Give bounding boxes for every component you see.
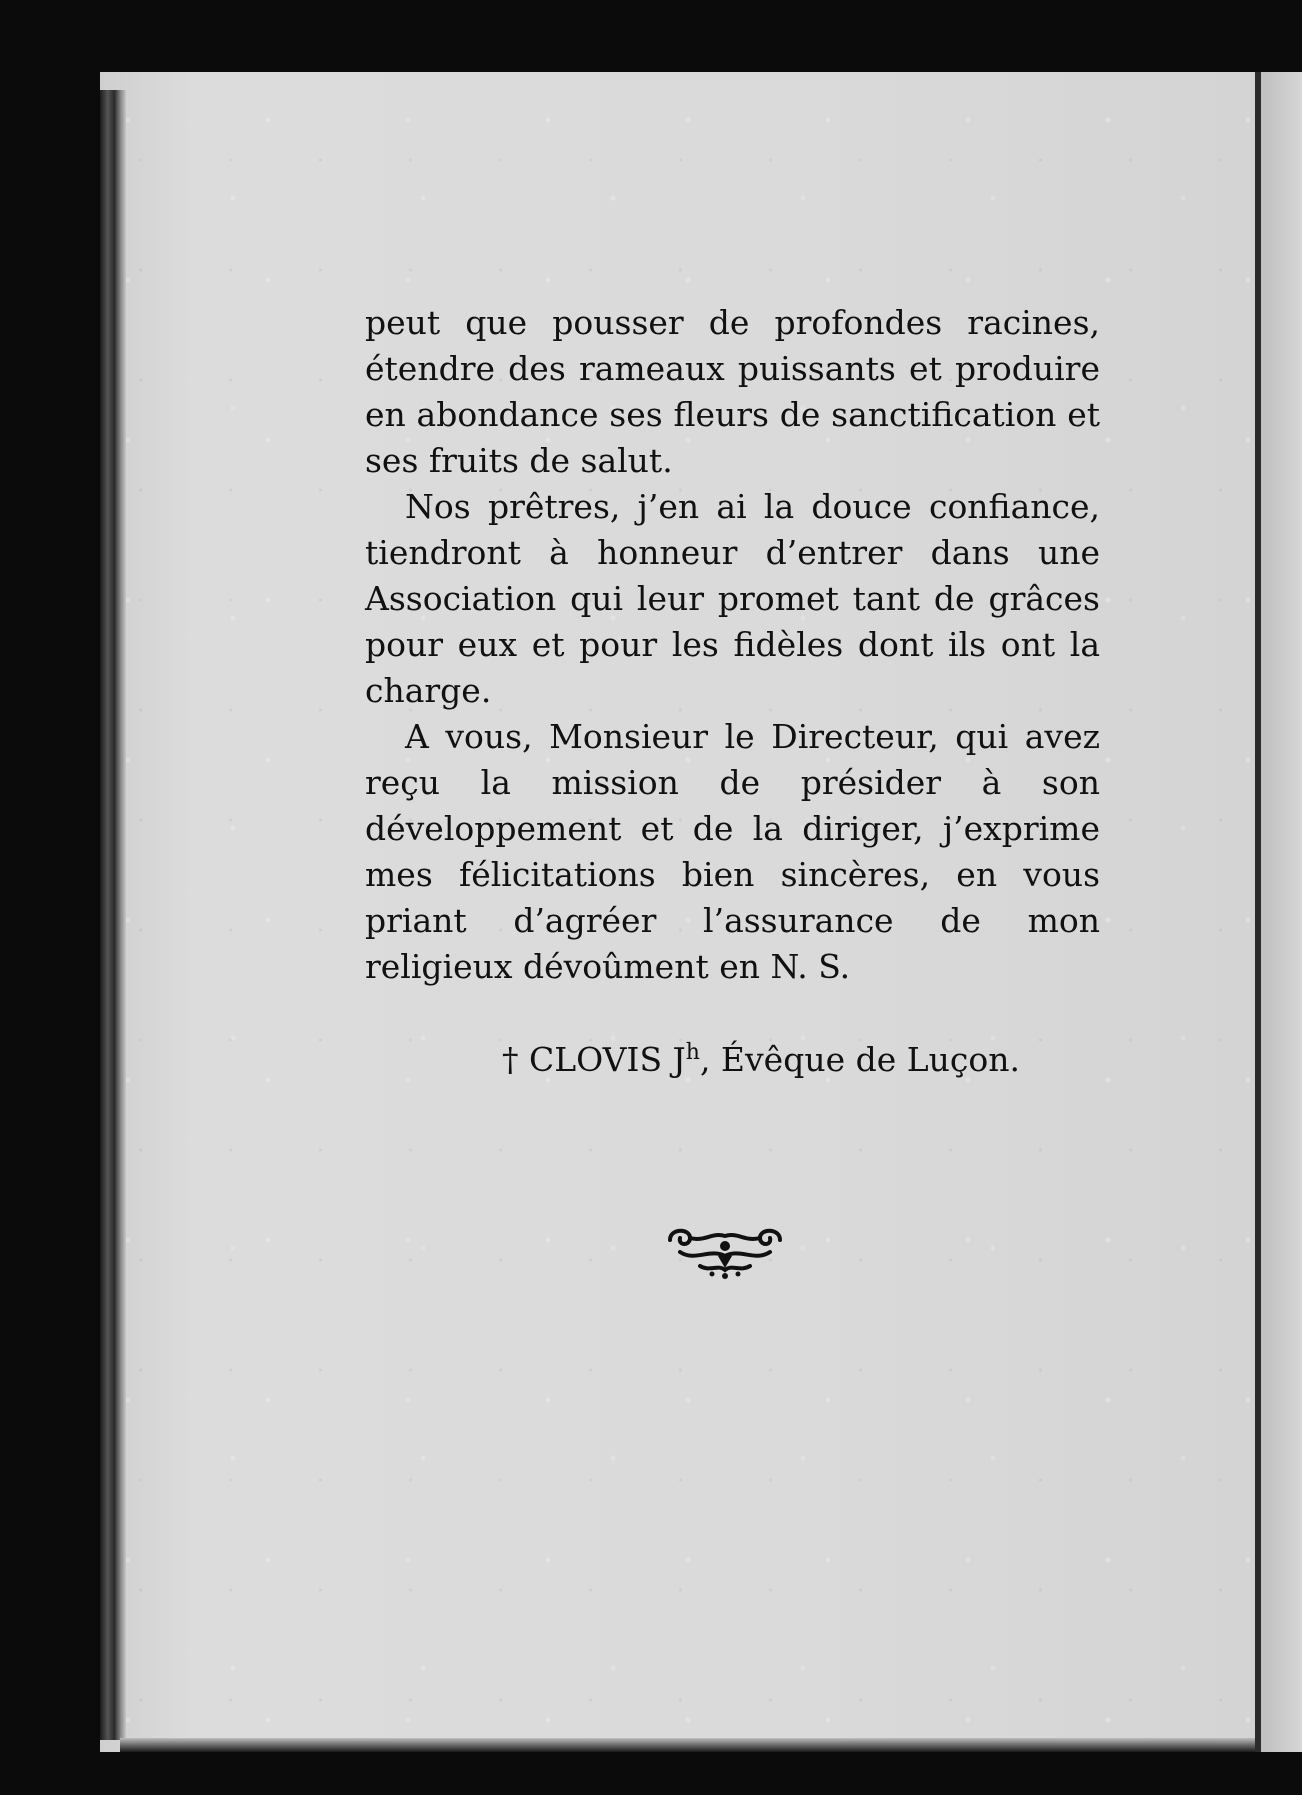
signature-prefix: † CLOVIS J [501, 1040, 686, 1079]
paragraph-continuation: peut que pousser de profondes racines, étendre des rameaux puissants et produire en abondance ses fleurs de sanctification et ses fruits de salut. [365, 303, 1100, 480]
signature-suffix: , Évêque de Luçon. [699, 1040, 1020, 1079]
fleuron-ornament-icon [660, 1222, 790, 1282]
paragraph-director: A vous, Monsieur le Directeur, qui avez reçu la mission de présider à son développement et de la diriger, j’exprime mes félicitations bien sincères, en vous priant d’agréer l’assurance de mon religieux dévoûment en N. S. [365, 717, 1100, 986]
adjacent-page-edge [1261, 72, 1302, 1752]
letter-body [365, 300, 1100, 990]
page-left-edge [100, 90, 126, 1740]
signature-line [365, 1040, 1100, 1079]
paragraph-priests: Nos prêtres, j’en ai la douce confiance, tiendront à honneur d’entrer dans une Association qui leur promet tant de grâces pour eux et pour les fidèles dont ils ont la charge. [365, 487, 1100, 710]
signature-superscript: h [685, 1040, 700, 1065]
page-bottom-edge [120, 1738, 1260, 1752]
